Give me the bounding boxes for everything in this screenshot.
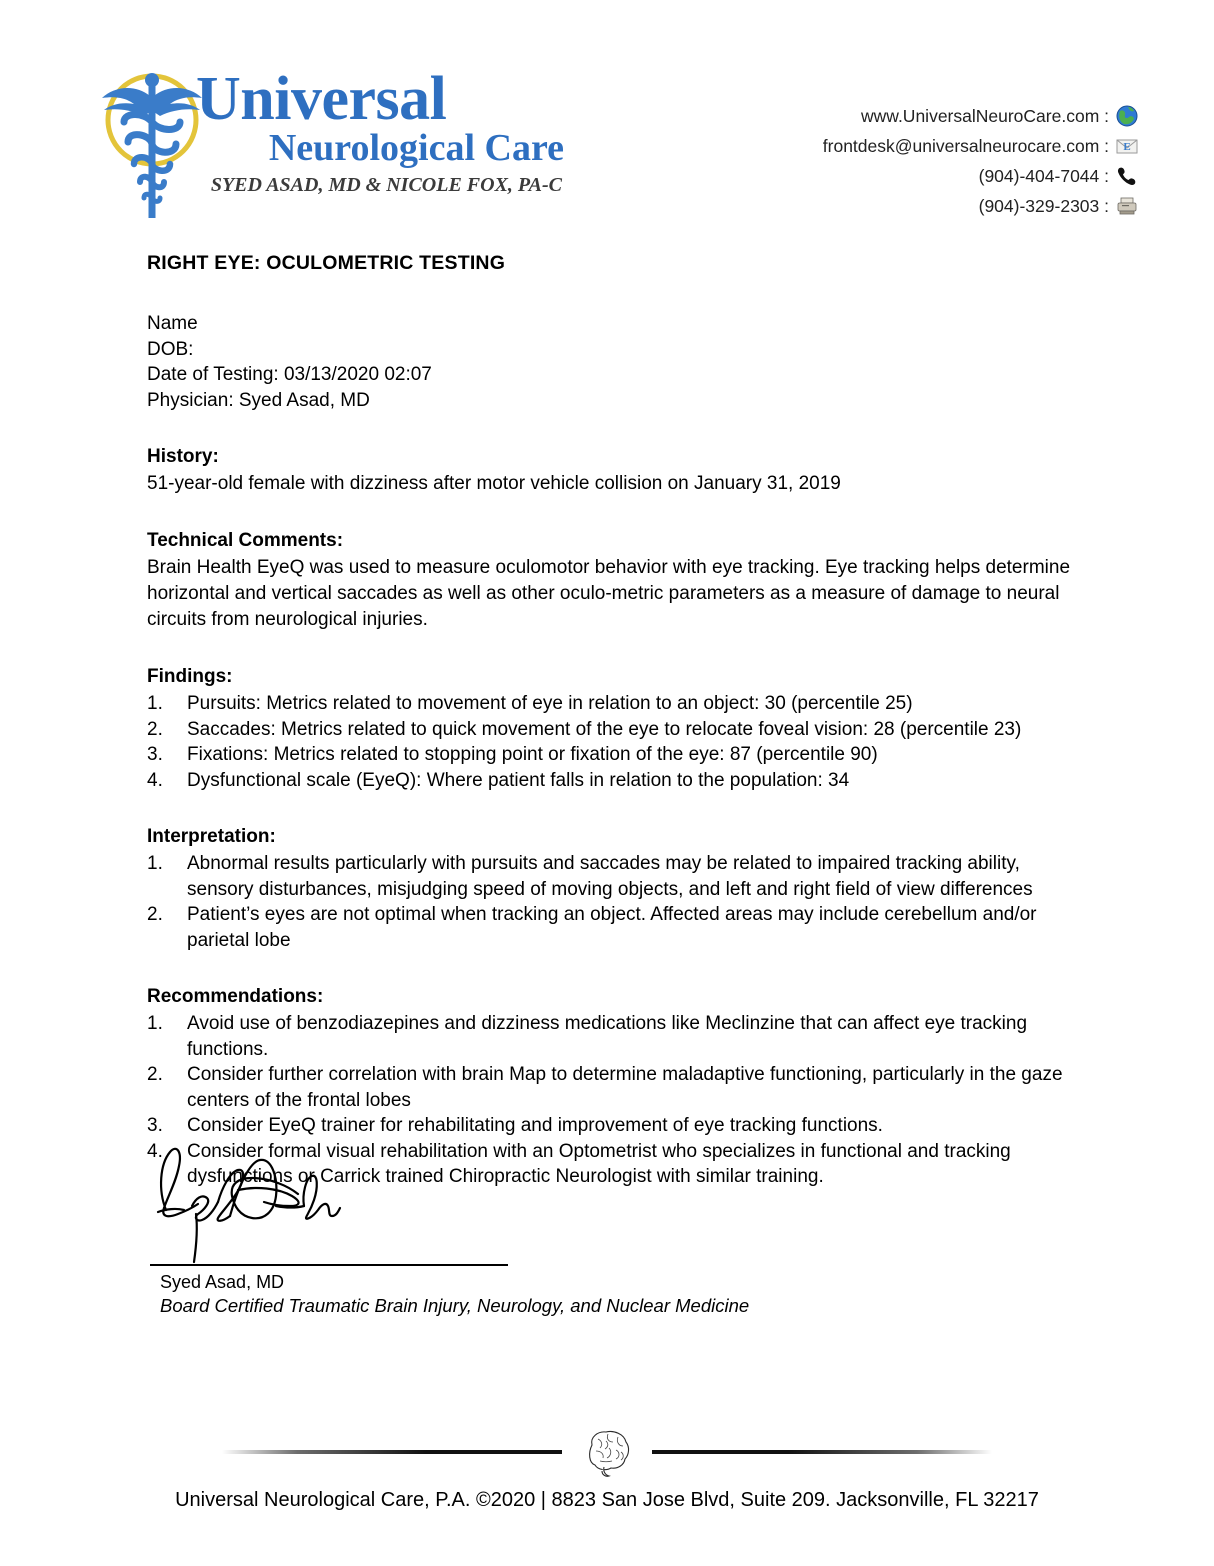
- technical-comments-text: Brain Health EyeQ was used to measure oculomotor behavior with eye tracking. Eye tracking helps determine horizontal and vertical saccades as well as other oculo-metric parameters as a measure of damage to neural circuits from neurological injuries.: [147, 557, 1071, 630]
- brain-icon: [576, 1421, 638, 1483]
- list-item: [147, 902, 1087, 953]
- list-item-text: Dysfunctional scale (EyeQ): Where patient falls in relation to the population: 34: [187, 769, 850, 791]
- footer-text: Universal Neurological Care, P.A. ©2020 | 8823 San Jose Blvd, Suite 209. Jacksonville, FL 32217: [175, 1489, 1039, 1511]
- list-item-text: Patient’s eyes are not optimal when tracking an object. Affected areas may include cerebellum and/or parietal lobe: [187, 904, 1037, 951]
- findings-list: [147, 691, 1087, 793]
- list-item-text: Consider formal visual rehabilitation with an Optometrist who specializes in functional and tracking dysfunctions or Carrick trained Chiropractic Neurologist with similar training.: [187, 1140, 1011, 1187]
- logo-name-line2: Neurological Care: [268, 127, 564, 169]
- contact-info: [823, 101, 1138, 221]
- list-item-number: 3.: [147, 744, 163, 765]
- divider-line-right: [652, 1450, 992, 1454]
- list-item-text: Abnormal results particularly with pursuits and saccades may be related to impaired tracking ability, sensory disturbances, misjudging speed of moving objects, and left and right field of view differences: [187, 853, 1033, 900]
- list-item-number: 1.: [147, 693, 163, 714]
- list-item: [147, 851, 1087, 902]
- signature-block: [150, 1138, 850, 1318]
- list-item: [147, 1011, 1087, 1062]
- list-item-number: 2.: [147, 1064, 163, 1085]
- email-icon: [1116, 135, 1138, 157]
- contact-fax: [823, 191, 1138, 221]
- divider-line-left: [222, 1450, 562, 1454]
- contact-fax-text: (904)-329-2303 :: [978, 196, 1109, 216]
- signature-image: [152, 1138, 522, 1268]
- list-item-number: 4.: [147, 769, 163, 791]
- list-item-text: Avoid use of benzodiazepines and dizziness medications like Meclinzine that can affect eye tracking functions.: [187, 1013, 1028, 1060]
- page-title: RIGHT EYE: OCULOMETRIC TESTING: [147, 252, 506, 274]
- history-section: [147, 444, 1087, 497]
- list-item-text: Pursuits: Metrics related to movement of eye in relation to an object: 30 (percentile 25): [187, 693, 913, 714]
- signature-credentials: Board Certified Traumatic Brain Injury, Neurology, and Nuclear Medicine: [160, 1295, 750, 1316]
- physician-line: Physician: Syed Asad, MD: [147, 389, 370, 411]
- technical-comments-section: [147, 528, 1087, 633]
- phone-icon: [1116, 165, 1138, 187]
- list-item: [147, 742, 1087, 768]
- signature-name: Syed Asad, MD: [160, 1272, 285, 1292]
- list-item-number: 1.: [147, 853, 163, 874]
- list-item-text: Saccades: Metrics related to quick movement of the eye to relocate foveal vision: 28 (percentile 23): [187, 718, 1022, 740]
- footer-divider: [0, 1420, 1214, 1484]
- list-item-number: 2.: [147, 904, 163, 925]
- patient-name-line: Name: [147, 313, 198, 334]
- list-item: [147, 1113, 1087, 1139]
- logo-name-line1: Universal: [196, 65, 447, 133]
- list-item-number: 1.: [147, 1013, 163, 1034]
- recommendations-heading: Recommendations:: [147, 986, 324, 1007]
- history-text: 51-year-old female with dizziness after motor vehicle collision on January 31, 2019: [147, 473, 841, 494]
- contact-website-text: www.UniversalNeuroCare.com :: [861, 106, 1109, 126]
- logo-providers: SYED ASAD, MD & NICOLE FOX, PA-C: [210, 174, 562, 196]
- list-item-number: 4.: [147, 1140, 163, 1162]
- list-item-text: Consider EyeQ trainer for rehabilitating and improvement of eye tracking functions.: [187, 1115, 883, 1136]
- date-of-testing-line: Date of Testing: 03/13/2020 02:07: [147, 364, 432, 385]
- document-header: [0, 58, 1214, 228]
- contact-website: [823, 101, 1138, 131]
- globe-icon: [1116, 105, 1138, 127]
- list-item-number: 2.: [147, 718, 163, 740]
- list-item-number: 3.: [147, 1115, 163, 1136]
- contact-email: [823, 131, 1138, 161]
- caduceus-icon: [92, 64, 212, 224]
- list-item: [147, 717, 1087, 743]
- document-footer: [0, 1420, 1214, 1514]
- findings-section: [147, 664, 1087, 793]
- list-item: [147, 691, 1087, 717]
- list-item: [147, 1062, 1087, 1113]
- interpretation-heading: Interpretation:: [147, 826, 276, 847]
- patient-dob-line: DOB:: [147, 338, 194, 360]
- technical-comments-heading: Technical Comments:: [147, 530, 344, 551]
- fax-icon: [1116, 195, 1138, 217]
- interpretation-section: [147, 824, 1087, 953]
- findings-heading: Findings:: [147, 666, 233, 687]
- signature-rule: [150, 1264, 508, 1266]
- document-body: [147, 252, 1087, 1190]
- list-item: [147, 768, 1087, 794]
- interpretation-list: [147, 851, 1087, 953]
- contact-email-text: frontdesk@universalneurocare.com :: [822, 136, 1109, 156]
- patient-info-block: [147, 311, 1087, 413]
- list-item-text: Fixations: Metrics related to stopping point or fixation of the eye: 87 (percentile 90): [187, 744, 878, 765]
- clinic-logo: [92, 62, 562, 227]
- history-heading: History:: [147, 446, 219, 467]
- contact-phone-text: (904)-404-7044 :: [978, 166, 1109, 186]
- list-item-text: Consider further correlation with brain Map to determine maladaptive functioning, particularly in the gaze centers of the frontal lobes: [187, 1064, 1063, 1111]
- contact-phone: [823, 161, 1138, 191]
- svg-text:E: E: [1123, 141, 1131, 153]
